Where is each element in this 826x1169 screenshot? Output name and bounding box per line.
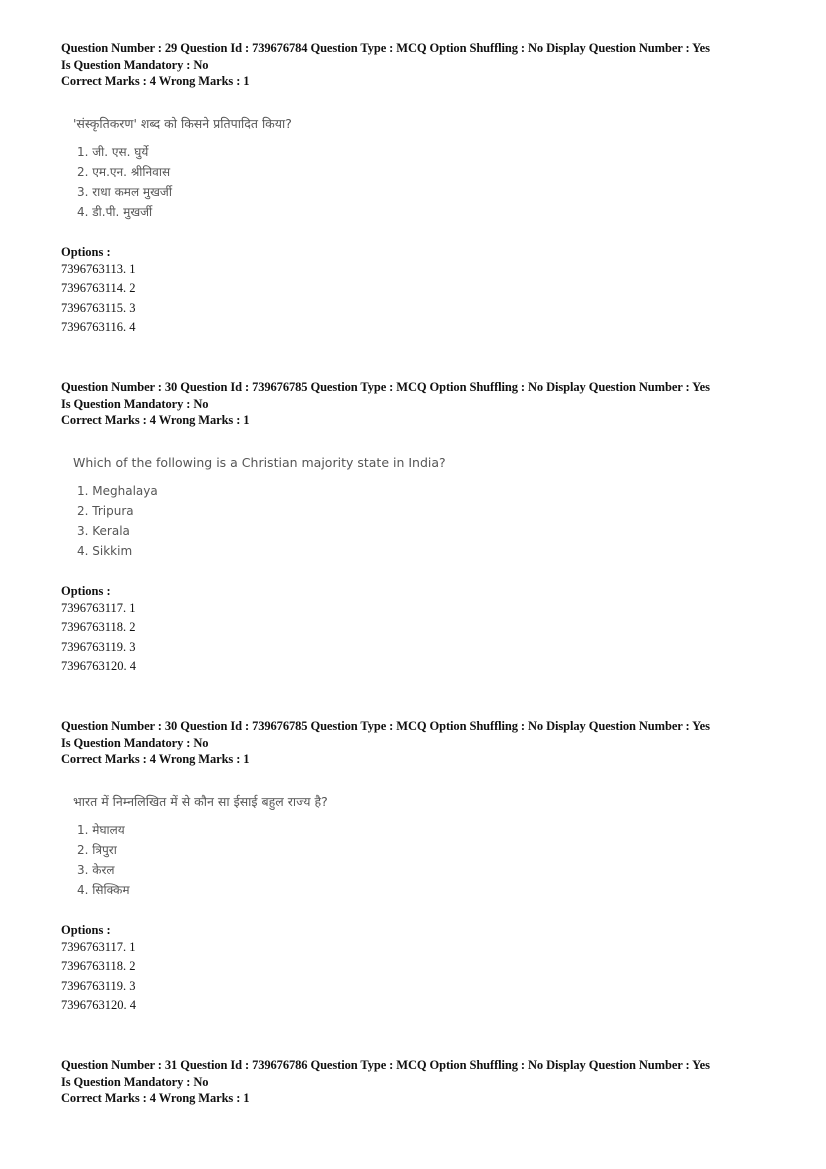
choice-item: 4. डी.पी. मुखर्जी: [77, 204, 153, 219]
option-row: 7396763113. 1: [61, 261, 136, 276]
options-label: Options :: [61, 244, 111, 259]
question-block: [61, 718, 776, 1016]
options-label: Options :: [61, 583, 111, 598]
question-text: 'संस्कृतिकरण' शब्द को किसने प्रतिपादित किया?: [73, 115, 292, 131]
choice-item: 3. Kerala: [77, 523, 130, 538]
question-meta: [61, 1057, 776, 1107]
option-row: 7396763117. 1: [61, 939, 136, 954]
choice-list: [77, 481, 776, 561]
choice-item: 2. त्रिपुरा: [77, 842, 117, 857]
question-meta: [61, 718, 776, 768]
question-image: [73, 116, 776, 222]
question-image: [73, 794, 776, 900]
options-section: [61, 922, 776, 1016]
option-row: 7396763119. 3: [61, 639, 136, 654]
question-mandatory-line: Is Question Mandatory : No: [61, 396, 209, 411]
question-meta: [61, 379, 776, 429]
question-mandatory-line: Is Question Mandatory : No: [61, 1074, 209, 1089]
choice-list: [77, 820, 776, 900]
question-meta: [61, 40, 776, 90]
option-row: 7396763120. 4: [61, 659, 136, 673]
option-row: 7396763114. 2: [61, 281, 136, 295]
option-row: 7396763119. 3: [61, 978, 136, 993]
question-image: [73, 455, 776, 561]
question-text: भारत में निम्नलिखित में से कौन सा ईसाई बहुल राज्य है?: [73, 793, 328, 809]
choice-list: [77, 142, 776, 222]
marks-line: Correct Marks : 4 Wrong Marks : 1: [61, 413, 250, 427]
choice-item: 2. एम.एन. श्रीनिवास: [77, 164, 171, 179]
choice-item: 1. जी. एस. घुर्ये: [77, 144, 149, 159]
choice-item: 2. Tripura: [77, 503, 134, 518]
marks-line: Correct Marks : 4 Wrong Marks : 1: [61, 1091, 250, 1105]
option-row: 7396763115. 3: [61, 300, 136, 315]
option-row: 7396763116. 4: [61, 320, 136, 334]
options-label: Options :: [61, 922, 111, 937]
question-meta-line: Question Number : 30 Question Id : 739676785 Question Type : MCQ Option Shuffling : No Display Question Number : Yes: [61, 719, 710, 733]
options-section: [61, 583, 776, 677]
choice-item: 4. सिक्किम: [77, 882, 130, 897]
choice-item: 3. राधा कमल मुखर्जी: [77, 184, 172, 199]
option-row: 7396763118. 2: [61, 620, 136, 634]
marks-line: Correct Marks : 4 Wrong Marks : 1: [61, 752, 250, 766]
option-row: 7396763117. 1: [61, 600, 136, 615]
question-meta-line: Question Number : 30 Question Id : 739676785 Question Type : MCQ Option Shuffling : No Display Question Number : Yes: [61, 380, 710, 394]
option-row: 7396763120. 4: [61, 998, 136, 1012]
question-meta-line: Question Number : 29 Question Id : 739676784 Question Type : MCQ Option Shuffling : No Display Question Number : Yes: [61, 41, 710, 55]
question-text: Which of the following is a Christian majority state in India?: [73, 454, 446, 470]
choice-item: 3. केरल: [77, 862, 115, 877]
question-block: [61, 1057, 776, 1107]
choice-item: 1. Meghalaya: [77, 483, 158, 498]
option-row: 7396763118. 2: [61, 959, 136, 973]
options-section: [61, 244, 776, 338]
question-mandatory-line: Is Question Mandatory : No: [61, 57, 209, 72]
question-meta-line: Question Number : 31 Question Id : 739676786 Question Type : MCQ Option Shuffling : No Display Question Number : Yes: [61, 1058, 710, 1072]
choice-item: 4. Sikkim: [77, 543, 133, 558]
choice-item: 1. मेघालय: [77, 822, 125, 837]
question-block: [61, 379, 776, 677]
question-block: [61, 40, 776, 338]
marks-line: Correct Marks : 4 Wrong Marks : 1: [61, 74, 250, 88]
question-mandatory-line: Is Question Mandatory : No: [61, 735, 209, 750]
